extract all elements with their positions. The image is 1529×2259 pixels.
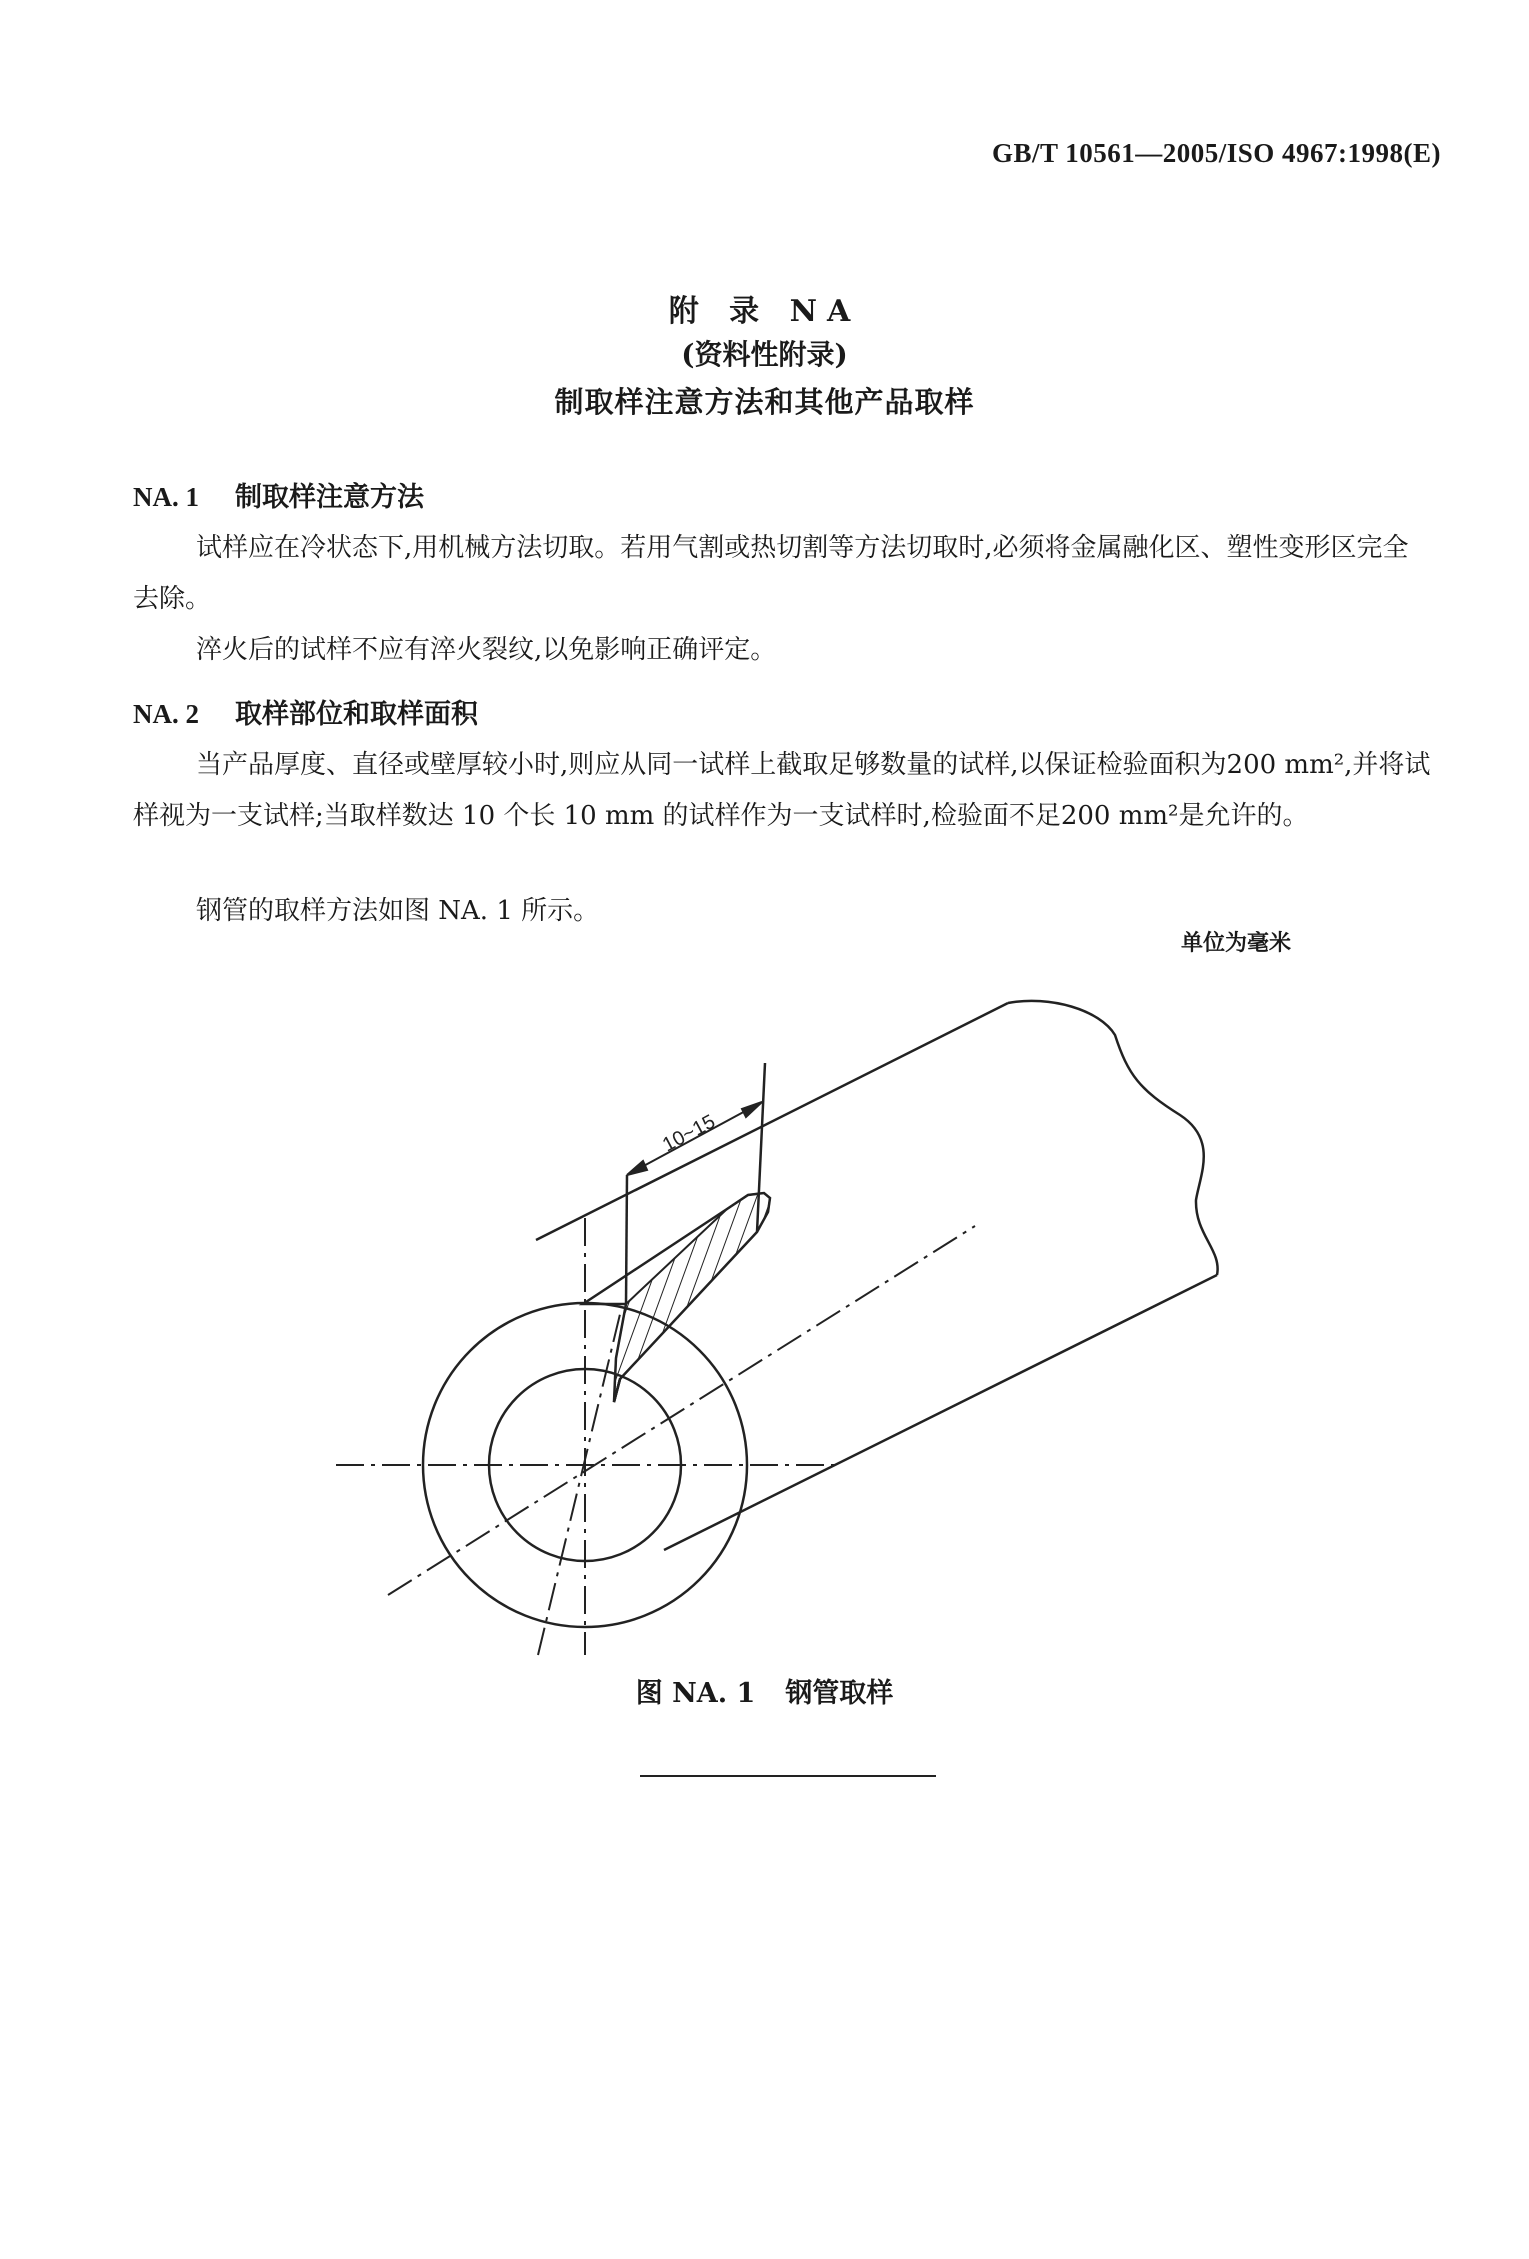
figure-caption [0, 1671, 1529, 1710]
unit-note: 单位为毫米 [1180, 930, 1291, 956]
section-title: 取样部位和取样面积 [235, 699, 478, 730]
tube-bottom-edge [664, 1275, 1217, 1550]
dim-extension-left [626, 1175, 627, 1304]
section-title: 制取样注意方法 [235, 482, 424, 513]
caption-title: 钢管取样 [785, 1678, 894, 1709]
tube-top-edge [536, 1003, 1008, 1240]
paragraph: 当产品厚度、直径或壁厚较小时,则应从同一试样上截取足够数量的试样,以保证检验面积为200 mm²,并将试样视为一支试样;当取样数达 10 个长 10 mm 的试样作为一支试样时,检验面不足200 mm²是允许的。 [133, 750, 1431, 831]
end-rule [640, 1775, 936, 1777]
dim-arrow-left [627, 1161, 647, 1175]
caption-number: 图 NA. 1 [635, 1678, 756, 1709]
section-number: NA. 1 [133, 482, 199, 512]
annex-type: (资料性附录) [681, 338, 848, 371]
sampling-plane-line [538, 1310, 621, 1655]
paragraph: 试样应在冷状态下,用机械方法切取。若用气割或热切割等方法切取时,必须将金属融化区、塑性变形区完全去除。 [133, 533, 1409, 614]
paragraph: 淬火后的试样不应有淬火裂纹,以免影响正确评定。 [196, 635, 777, 665]
annex-subject: 制取样注意方法和其他产品取样 [554, 385, 975, 419]
tube-break-line [1008, 1001, 1218, 1275]
annex-title: 附 录 NA [668, 294, 861, 329]
dimension-label: 10~15 [659, 1110, 719, 1157]
standard-code-header: GB/T 10561—2005/ISO 4967:1998(E) [991, 138, 1441, 168]
section-number: NA. 2 [133, 699, 199, 729]
dim-arrow-right [742, 1102, 762, 1117]
paragraph: 钢管的取样方法如图 NA. 1 所示。 [196, 896, 600, 926]
